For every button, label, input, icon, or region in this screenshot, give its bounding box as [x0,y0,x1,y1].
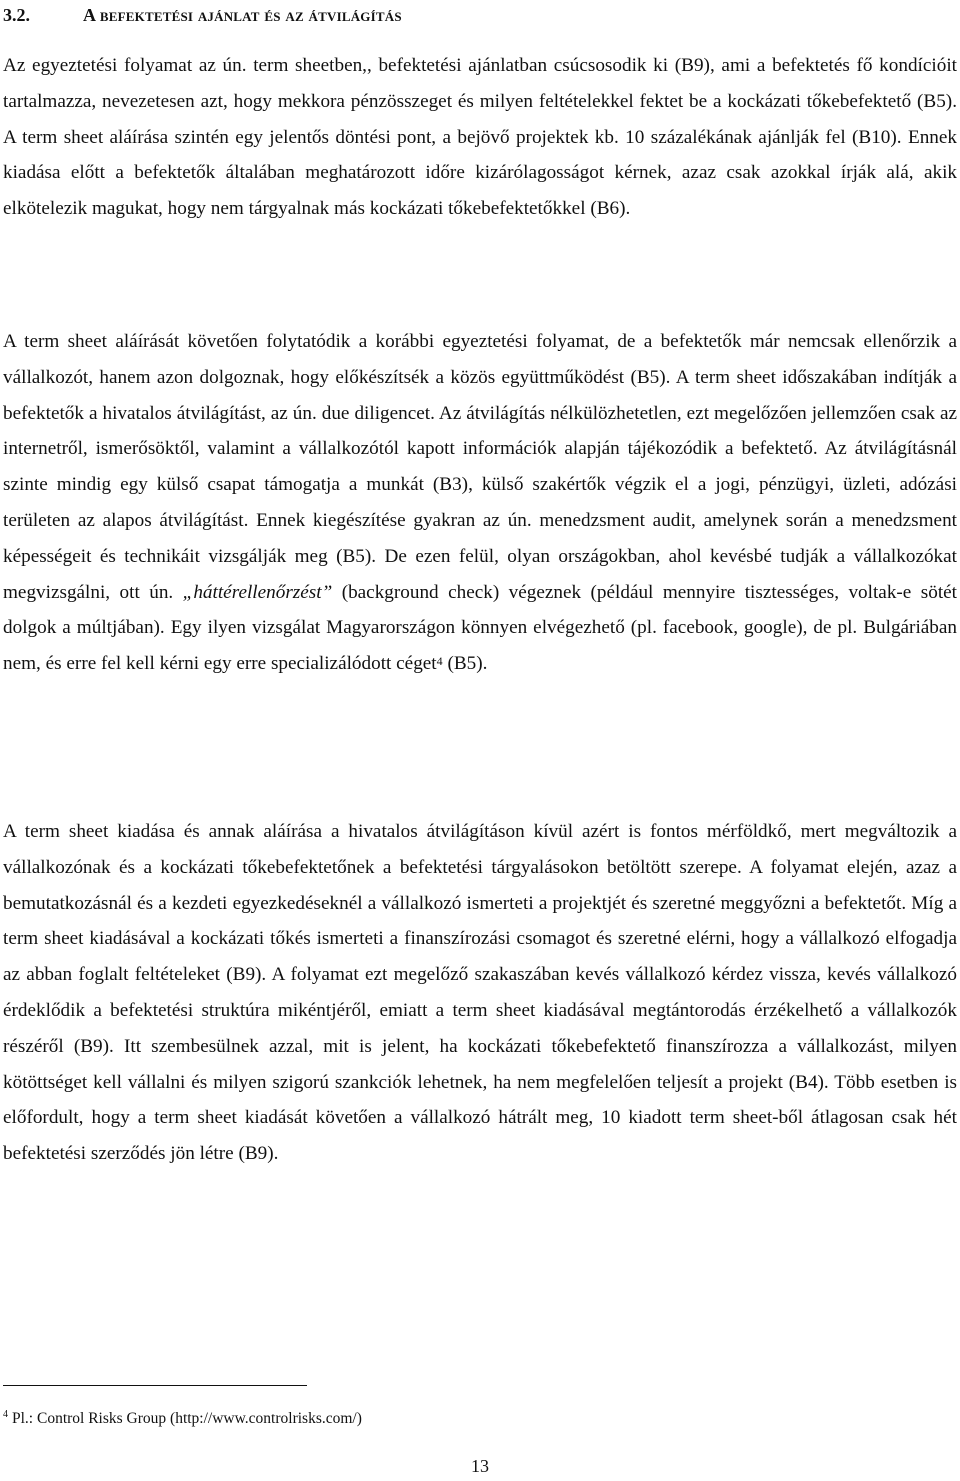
footnote-reference[interactable]: 4 [436,654,443,669]
section-heading [3,4,402,26]
paragraph-term-sheet-intro: Az egyeztetési folyamat az ún. term sheetben,, befektetési ajánlatban csúcsosodik ki (B9), ami a befektetés fő kondícióit tartalmazza, nevezetesen azt, hogy mekkora pénzösszeget és milyen feltételekkel fektet be a kockázati tőkebefektető (B5). A term sheet aláírása szintén egy jelentős döntési pont, a bejövő projektek kb. 10 százalékának ajánlják fel (B10). Ennek kiadása előtt a befektetők általában meghatározott időre kizárólagosságot kérnek, azaz csak azokkal írják alá, akik elkötelezik magukat, hogy nem tárgyalnak más kockázati tőkebefektetőkkel (B6). [3,55,957,220]
footnote [3,1409,362,1431]
paragraph-due-diligence [3,324,957,682]
background-check-term: „háttérellenőrzést” [182,581,333,603]
paragraph-due-diligence-text-c: (B5). [447,653,488,675]
footnote-separator [3,1385,307,1386]
section-number: 3.2. [3,5,30,25]
paragraph-due-diligence-text-b: (background check) végeznek (például mennyire tisztességes, voltak-e sötét dolgok a múltjában). Egy ilyen vizsgálat Magyarországon könnyen elvégezhető (pl. facebook, google), de pl. Bulgáriában nem, és erre fel kell kérni egy erre specializálódott céget [3,581,957,675]
footnote-text: Pl.: Control Risks Group (http://www.controlrisks.com/) [12,1410,362,1427]
section-title: A befektetési ajánlat és az átvilágítás [83,5,402,25]
paragraph-due-diligence-text-a: A term sheet aláírását követően folytatódik a korábbi egyeztetési folyamat, de a befektetők már nemcsak ellenőrzik a vállalkozót, hanem azon dolgoznak, hogy előkészítsék a közös együttműködést (B5). A term sheet időszakában indítják a befektetők a hivatalos átvilágítást, az ún. due diligencet. Az átvilágítás nélkülözhetetlen, ezt megelőzően jellemzően csak az internetről, ismerősöktől, valamint a vállalkozótól kapott információk alapján tájékozódik a befektető. Az átvilágításnál szinte mindig egy külső csapat támogatja a munkát (B3), külső szakértők végzik el a jogi, pénzügyi, üzleti, adózási területen az alapos átvilágítást. Ennek kiegészítése gyakran az ún. menedzsment audit, amelynek során a menedzsment képességeit és technikáit vizsgálják meg (B5). De ezen felül, olyan országokban, ahol kevésbé tudják a vállalkozókat megvizsgálni, ott ún. [3,331,957,603]
footnote-marker: 4 [3,1409,8,1420]
paragraph-role-change: A term sheet kiadása és annak aláírása a hivatalos átvilágításon kívül azért is fontos mérföldkő, mert megváltozik a vállalkozónak és a kockázati tőkebefektetőnek a befektetési tárgyalásokon betöltött szerepe. A folyamat elején, azaz a bemutatkozásnál és a kezdeti egyezkedéseknél a vállalkozó ismerteti a projektjét és szeretné meggyőzni a befektetőt. Míg a term sheet kiadásával a kockázati tőkés ismerteti a finanszírozási csomagot és szeretné elérni, hogy a vállalkozó elfogadja az abban foglalt feltételeket (B9). A folyamat ezt megelőző szakaszában kevés vállalkozó kérdez vissza, kevés vállalkozó érdeklődik a befektetési struktúra mikéntjéről, emiatt a term sheet kiadásával megtántorodás érzékelhető a vállalkozók részéről (B9). Itt szembesülnek azzal, mit is jelent, ha kockázati tőkebefektető finanszírozza a vállalkozást, milyen kötöttséget kell vállalni és milyen szigorú szankciók lehetnek, ha nem megfelelően teljesít a projekt (B4). Több esetben is előfordult, hogy a term sheet kiadását követően a vállalkozó hátrált meg, 10 kiadott term sheet-ből átlagosan csak hét befektetési szerződés jön létre (B9). [3,821,957,1165]
page-number: 13 [471,1456,489,1476]
